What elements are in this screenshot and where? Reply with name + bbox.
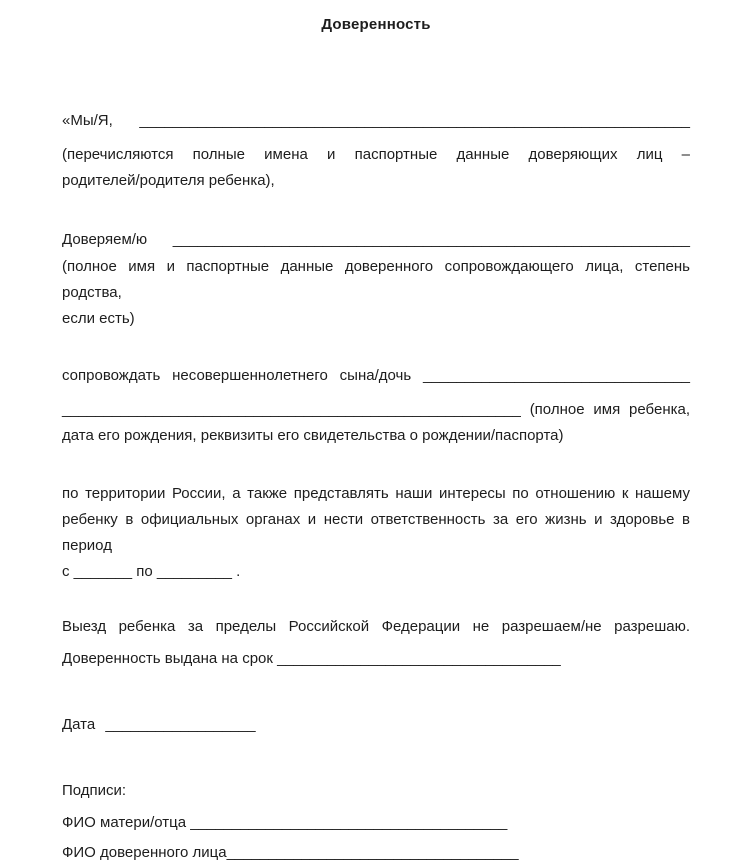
scope-line1: по территории России, а также представлять наши интересы по отношению к нашему bbox=[62, 485, 690, 502]
child-details bbox=[62, 397, 690, 449]
child-line1-label: сопровождать несовершеннолетнего сына/дочь bbox=[62, 367, 412, 384]
validity-line bbox=[62, 647, 690, 671]
attorney-label: Доверяем/ю bbox=[62, 231, 148, 248]
date-line bbox=[62, 713, 690, 737]
signature-mother-father-blank-field: ______________________________________ bbox=[190, 814, 508, 831]
attorney-note-line2: если есть) bbox=[62, 310, 135, 327]
principals-note bbox=[62, 142, 690, 194]
validity-blank-field: __________________________________ bbox=[277, 650, 561, 667]
attorney-blank-field: ______________________________________________________________ bbox=[172, 231, 690, 248]
period-end-punctuation: . bbox=[236, 563, 241, 580]
child-details-blank-field: _______________________________________________________ bbox=[62, 401, 521, 418]
period-to-label: по bbox=[136, 563, 153, 580]
child-line2 bbox=[62, 397, 690, 423]
attorney-line bbox=[62, 228, 690, 252]
attorney-note bbox=[62, 254, 690, 332]
child-line2-note: (полное имя ребенка, bbox=[529, 401, 691, 418]
signature-mother-father-label: ФИО матери/отца bbox=[62, 814, 187, 831]
validity-label: Доверенность выдана на срок bbox=[62, 650, 273, 667]
period-from-label: с bbox=[62, 563, 70, 580]
scope-period-line bbox=[62, 559, 690, 585]
signatures-heading: Подписи: bbox=[62, 782, 127, 799]
attorney-note-line1: (полное имя и паспортные данные доверенного сопровождающего лица, степень родства, bbox=[62, 258, 690, 301]
child-line1 bbox=[62, 364, 690, 388]
date-label: Дата bbox=[62, 716, 96, 733]
principals-note-line1: (перечисляются полные имена и паспортные данные доверяющих лиц – bbox=[62, 146, 690, 163]
principals-intro-label: «Мы/Я, bbox=[62, 112, 113, 129]
principals-intro-line bbox=[62, 109, 690, 133]
document-title: Доверенность bbox=[321, 16, 431, 33]
signature-mother-father-line bbox=[62, 811, 690, 835]
exit-permission-line: Выезд ребенка за пределы Российской Федерации не разрешаем/не разрешаю. bbox=[62, 618, 690, 635]
principals-blank-field: __________________________________________________________________ bbox=[139, 112, 690, 129]
period-from-blank-field: _______ bbox=[73, 563, 133, 580]
date-blank-field: __________________ bbox=[105, 716, 256, 733]
signature-attorney-label: ФИО доверенного лица bbox=[62, 844, 227, 861]
child-line3: дата его рождения, реквизиты его свидетельства о рождении/паспорта) bbox=[62, 427, 564, 444]
signature-attorney-line bbox=[62, 841, 690, 865]
scope-line2: ребенку в официальных органах и нести ответственность за его жизнь и здоровье в период bbox=[62, 511, 690, 554]
principals-note-line2: родителей/родителя ребенка), bbox=[62, 172, 275, 189]
child-name-blank-field: ________________________________ bbox=[423, 367, 690, 384]
period-to-blank-field: _________ bbox=[156, 563, 232, 580]
signature-attorney-blank-field: ___________________________________ bbox=[226, 844, 519, 861]
scope-paragraph bbox=[62, 481, 690, 585]
